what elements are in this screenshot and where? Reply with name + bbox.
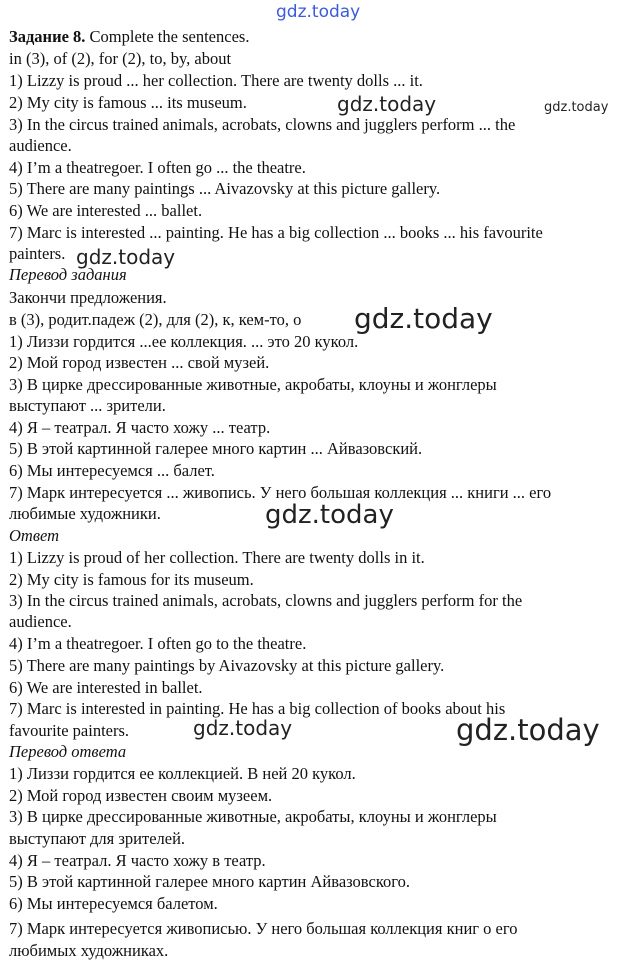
answer-sentence: 2) My city is famous for its museum. — [9, 570, 254, 589]
answer-sentence: 1) Lizzy is proud of her collection. There are twenty dolls in it. — [9, 548, 425, 567]
watermark: gdz.today — [544, 100, 609, 115]
task-sentence: 7) Marc is interested ... painting. He has a big collection ... books ... his favourite — [9, 223, 543, 242]
task-translation-sentence: 1) Лиззи гордится ...ее коллекция. ... это 20 кукол. — [9, 332, 359, 351]
answer-translation-sentence: любимых художниках. — [9, 941, 169, 960]
watermark-top: gdz.today — [276, 2, 361, 22]
task-translation-instruction: Закончи предложения. — [9, 288, 167, 307]
task-number: Задание 8. — [9, 27, 86, 46]
answer-heading: Ответ — [9, 526, 60, 545]
answer-sentence: favourite painters. — [9, 721, 130, 740]
task-sentence: audience. — [9, 136, 72, 155]
answer-sentence: 3) In the circus trained animals, acrobats, clowns and jugglers perform for the — [9, 591, 523, 610]
task-translation-word-bank: в (3), родит.падеж (2), для (2), к, кем-то, о — [9, 310, 302, 329]
task-sentence: 5) There are many paintings ... Aivazovsky at this picture gallery. — [9, 179, 441, 198]
answer-translation-heading: Перевод ответа — [9, 742, 127, 761]
task-sentence: 2) My city is famous ... its museum. — [9, 93, 247, 112]
watermark: gdz.today — [456, 713, 600, 747]
watermark: gdz.today — [193, 716, 293, 740]
answer-sentence: audience. — [9, 612, 72, 631]
answer-sentence: 7) Marc is interested in painting. He has a big collection of books about his — [9, 699, 506, 718]
task-sentence: 3) In the circus trained animals, acrobats, clowns and jugglers perform ... the — [9, 115, 516, 134]
task-sentence: 6) We are interested ... ballet. — [9, 201, 203, 220]
task-instruction: Complete the sentences. — [89, 27, 250, 46]
answer-sentence: 5) There are many paintings by Aivazovsky at this picture gallery. — [9, 656, 445, 675]
task-sentence: 4) I’m a theatregoer. I often go ... the theatre. — [9, 158, 306, 177]
watermark: gdz.today — [354, 302, 493, 335]
answer-translation-sentence: 6) Мы интересуемся балетом. — [9, 894, 218, 913]
task-translation-sentence: 5) В этой картинной галерее много картин ... Айвазовский. — [9, 439, 423, 458]
task-translation-heading: Перевод задания — [9, 265, 127, 284]
task-title — [9, 26, 634, 47]
task-sentence: 1) Lizzy is proud ... her collection. There are twenty dolls ... it. — [9, 71, 423, 90]
answer-translation-sentence: 5) В этой картинной галерее много картин Айвазовского. — [9, 872, 410, 891]
task-translation-sentence: 4) Я – театрал. Я часто хожу ... театр. — [9, 418, 271, 437]
answer-translation-sentence: 4) Я – театрал. Я часто хожу в театр. — [9, 851, 266, 870]
watermark: gdz.today — [337, 92, 437, 116]
task-translation-sentence: 2) Мой город известен ... свой музей. — [9, 353, 270, 372]
task-sentence: painters. — [9, 244, 66, 263]
task-translation-sentence: выступают ... зрители. — [9, 396, 166, 415]
task-translation-sentence: любимые художники. — [9, 504, 161, 523]
watermark: gdz.today — [76, 245, 176, 269]
task-translation-sentence: 6) Мы интересуемся ... балет. — [9, 461, 215, 480]
watermark: gdz.today — [265, 500, 394, 530]
task-translation-sentence: 7) Марк интересуется ... живопись. У него большая коллекция ... книги ... его — [9, 483, 552, 502]
answer-translation-sentence: 7) Марк интересуется живописью. У него большая коллекция книг о его — [9, 919, 518, 938]
answer-sentence: 6) We are interested in ballet. — [9, 678, 203, 697]
answer-translation-sentence: 2) Мой город известен своим музеем. — [9, 786, 273, 805]
task-word-bank: in (3), of (2), for (2), to, by, about — [9, 49, 232, 68]
answer-translation-sentence: 1) Лиззи гордится ее коллекцией. В ней 20 кукол. — [9, 764, 356, 783]
answer-sentence: 4) I’m a theatregoer. I often go to the theatre. — [9, 634, 307, 653]
task-translation-sentence: 3) В цирке дрессированные животные, акробаты, клоуны и жонглеры — [9, 375, 497, 394]
answer-translation-sentence: выступают для зрителей. — [9, 829, 186, 848]
answer-translation-sentence: 3) В цирке дрессированные животные, акробаты, клоуны и жонглеры — [9, 807, 497, 826]
